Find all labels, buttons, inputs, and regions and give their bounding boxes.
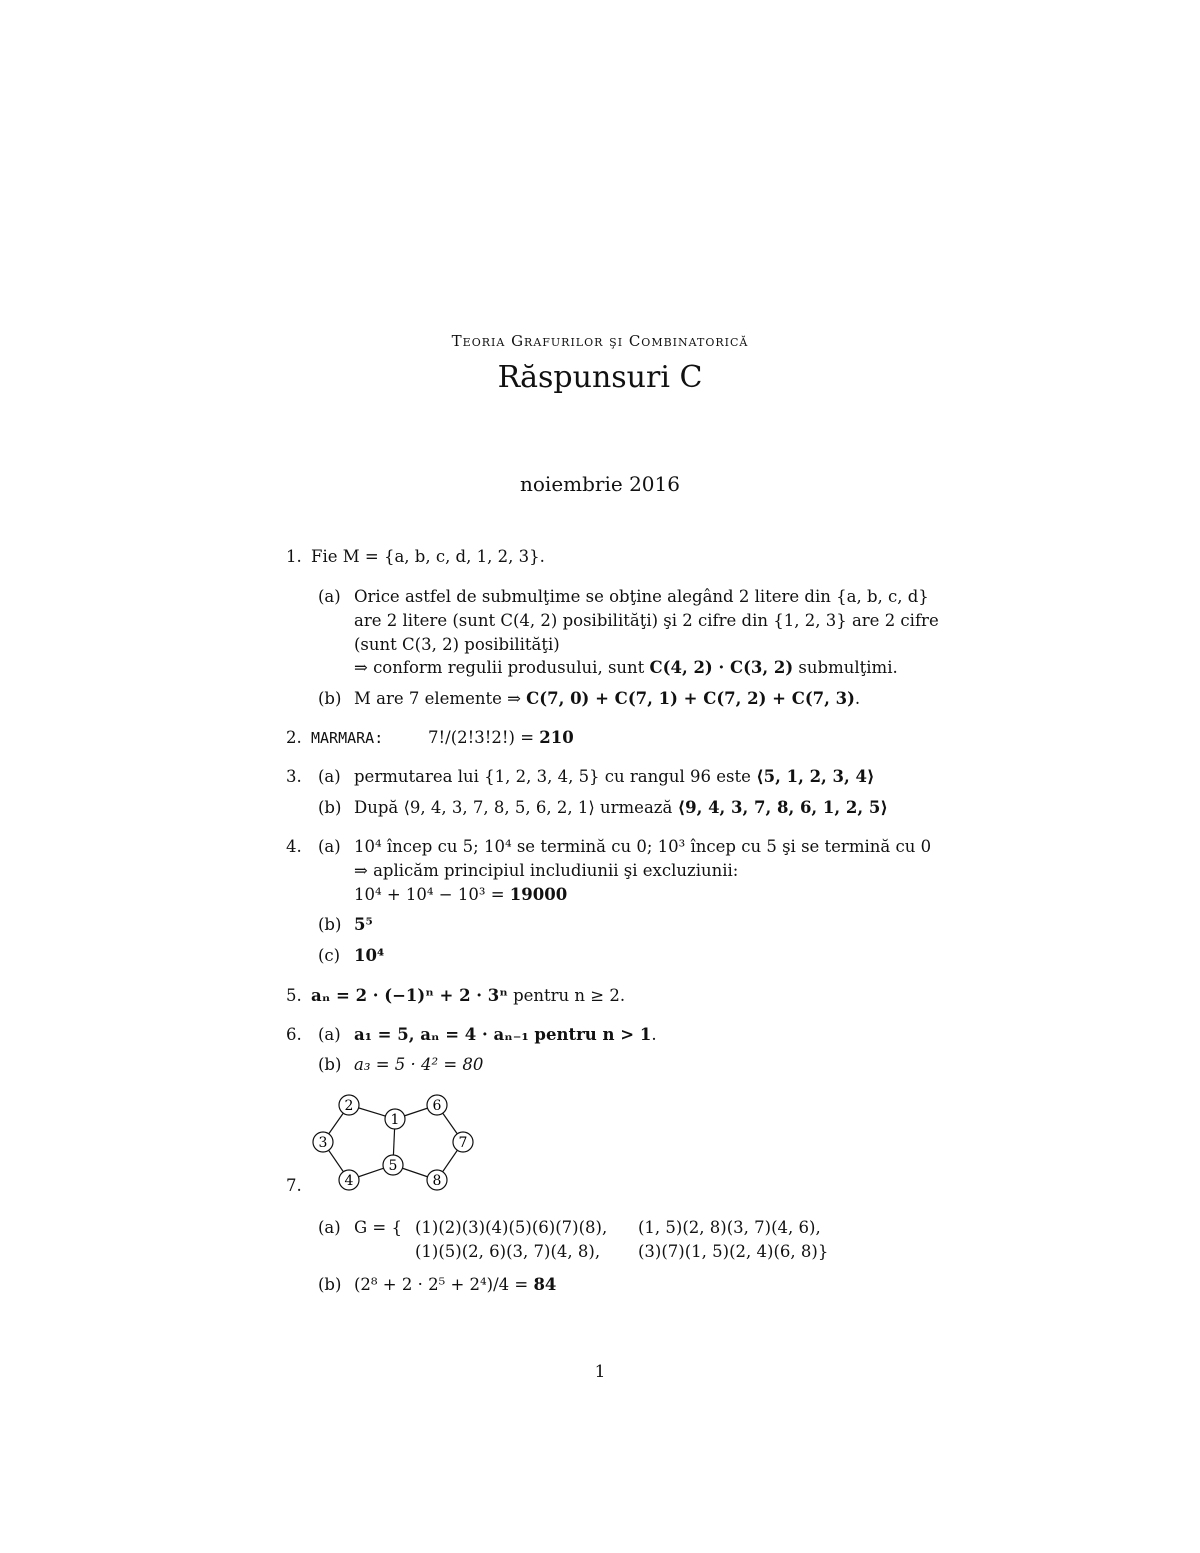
q4b-answer: 5⁵ — [354, 915, 373, 934]
graph-node-label-1: 1 — [390, 1112, 400, 1128]
q4-number: 4. — [286, 837, 302, 856]
q1a-label: (a) — [318, 587, 341, 606]
graph-node-label-5: 5 — [388, 1158, 398, 1174]
q6a-label: (a) — [318, 1025, 341, 1044]
q5-condition: pentru n ≥ 2. — [507, 986, 626, 1005]
q7a-perm-3: (1)(5)(2, 6)(3, 7)(4, 8), — [415, 1242, 601, 1261]
q7-graph — [305, 1090, 485, 1200]
q7a-set-open: G = { — [354, 1218, 402, 1237]
q2-word: MARMARA: — [311, 729, 384, 747]
graph-node-label-2: 2 — [344, 1098, 354, 1114]
q6b-answer: a₃ = 5 · 4² = 80 — [354, 1055, 484, 1074]
q1a-answer: C(4, 2) · C(3, 2) — [649, 658, 794, 677]
q4b-label: (b) — [318, 915, 342, 934]
q1-text: Fie M = {a, b, c, d, 1, 2, 3}. — [311, 547, 545, 566]
graph-node-label-6: 6 — [432, 1098, 442, 1114]
q1b-answer: C(7, 0) + C(7, 1) + C(7, 2) + C(7, 3) — [526, 689, 855, 708]
q1a-conclusion-end: submulţimi. — [793, 658, 898, 677]
graph-nodes — [313, 1095, 473, 1190]
q7a-label: (a) — [318, 1218, 341, 1237]
q3a-text: permutarea lui {1, 2, 3, 4, 5} cu rangul 96 este — [354, 767, 757, 786]
q4a-expression: 10⁴ + 10⁴ − 10³ = — [354, 885, 510, 904]
q1b-text: M are 7 elemente ⇒ — [354, 689, 527, 708]
q7a-perm-1: (1)(2)(3)(4)(5)(6)(7)(8), — [415, 1218, 608, 1237]
q1a-text3: (sunt C(3, 2) posibilităţi) — [354, 635, 560, 654]
q6a-end: . — [651, 1025, 657, 1044]
q1b-end: . — [854, 689, 861, 708]
q4a-answer: 19000 — [509, 885, 568, 904]
page-title: Răspunsuri C — [497, 360, 703, 395]
graph-node-label-7: 7 — [458, 1135, 468, 1151]
q6a-answer: a₁ = 5, aₙ = 4 · aₙ₋₁ pentru n > 1 — [354, 1025, 652, 1044]
q4c-answer: 10⁴ — [354, 946, 385, 965]
q2-answer: 210 — [539, 728, 574, 747]
date: noiembrie 2016 — [520, 472, 680, 496]
q4a-text1: 10⁴ încep cu 5; 10⁴ se termină cu 0; 10³ încep cu 5 şi se termină cu 0 — [354, 837, 932, 856]
q3-number: 3. — [286, 767, 302, 786]
q3b-label: (b) — [318, 798, 342, 817]
q3a-label: (a) — [318, 767, 341, 786]
q1-number: 1. — [286, 547, 302, 566]
q3b-text: După ⟨9, 4, 3, 7, 8, 5, 6, 2, 1⟩ urmează — [354, 798, 678, 817]
q3b-answer: ⟨9, 4, 3, 7, 8, 6, 1, 2, 5⟩ — [677, 798, 888, 817]
q7b-expression: (2⁸ + 2 · 2⁵ + 2⁴)/4 = — [354, 1275, 534, 1294]
q1a-text2: are 2 litere (sunt C(4, 2) posibilităţi) şi 2 cifre din {1, 2, 3} are 2 cifre — [354, 611, 939, 630]
course-name: Teoria Grafurilor şi Combinatorică — [451, 332, 749, 350]
q4a-label: (a) — [318, 837, 341, 856]
q3a-answer: ⟨5, 1, 2, 3, 4⟩ — [756, 767, 875, 786]
q7b-label: (b) — [318, 1275, 342, 1294]
q1a-conclusion: ⇒ conform regulii produsului, sunt — [354, 658, 650, 677]
q1b-label: (b) — [318, 689, 342, 708]
page-number: 1 — [594, 1362, 606, 1382]
graph-node-label-3: 3 — [318, 1135, 328, 1151]
graph-node-label-4: 4 — [344, 1173, 354, 1189]
graph-node-label-8: 8 — [432, 1173, 442, 1189]
q6-number: 6. — [286, 1025, 302, 1044]
q1a-text1: Orice astfel de submulţime se obţine alegând 2 litere din {a, b, c, d} — [354, 587, 929, 606]
q7b-answer: 84 — [533, 1275, 557, 1294]
q7a-perm-4: (3)(7)(1, 5)(2, 4)(6, 8)} — [638, 1242, 829, 1261]
q6b-label: (b) — [318, 1055, 342, 1074]
q4a-text2: ⇒ aplicăm principiul includiunii şi excluziunii: — [354, 861, 739, 880]
q4c-label: (c) — [318, 946, 341, 965]
q2-number: 2. — [286, 728, 302, 747]
q5-number: 5. — [286, 986, 302, 1005]
q2-expression: 7!/(2!3!2!) = — [428, 728, 540, 747]
q5-answer: aₙ = 2 · (−1)ⁿ + 2 · 3ⁿ — [311, 986, 508, 1005]
q7a-perm-2: (1, 5)(2, 8)(3, 7)(4, 6), — [638, 1218, 821, 1237]
q7-number: 7. — [286, 1176, 302, 1195]
